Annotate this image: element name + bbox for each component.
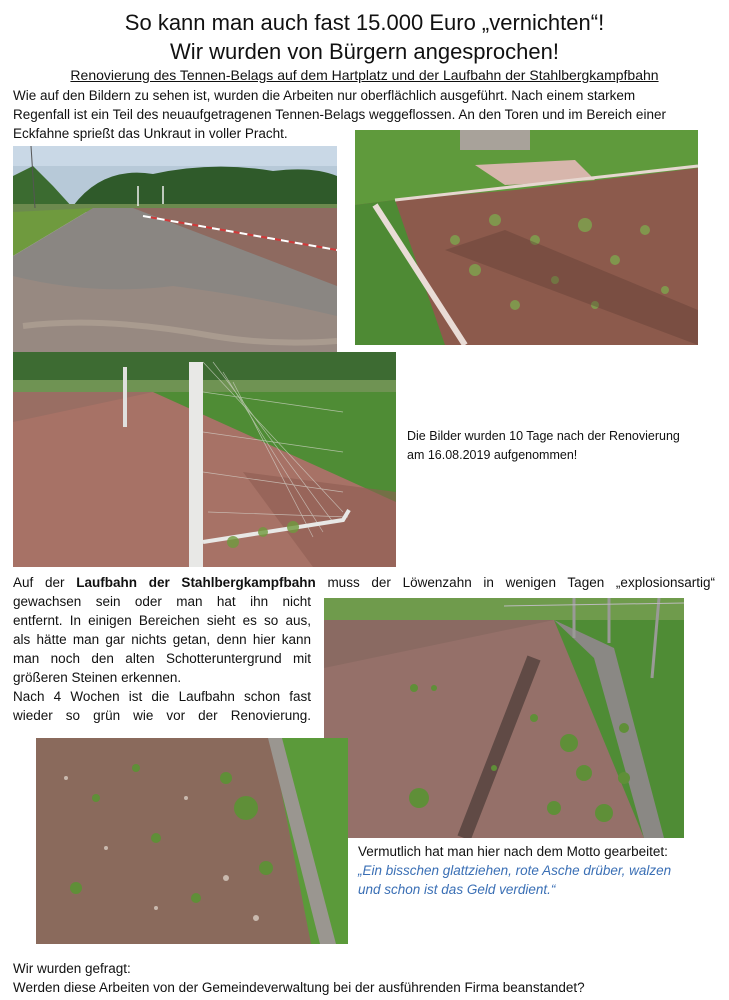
photo-running-track <box>324 598 684 838</box>
motto-quote <box>358 861 718 899</box>
track-lead-before: Auf der <box>13 575 65 590</box>
track-lead-after: muss der Löwenzahn in wenigen Tagen „explosionsartig“ <box>327 575 715 590</box>
track-line-7: wieder so grün wie vor der Renovierung. <box>13 708 311 723</box>
question-line-1: Wir wurden gefragt: <box>13 961 131 976</box>
page-title-line-2: Wir wurden von Bürgern angesprochen! <box>170 39 559 64</box>
track-lead-line <box>13 573 715 592</box>
photo-weedy-corner <box>355 130 698 345</box>
motto-quote-line-2: und schon ist das Geld verdient.“ <box>358 882 556 897</box>
intro-line-3: Eckfahne sprießt das Unkraut in voller Pracht. <box>13 126 288 141</box>
intro-line-2: Regenfall ist ein Teil des neuaufgetragenen Tennen-Belags weggeflossen. An den Toren und im Bereich einer <box>13 107 666 122</box>
photo-caption-line-1: Die Bilder wurden 10 Tage nach der Renovierung <box>407 429 680 443</box>
motto-intro: Vermutlich hat man hier nach dem Motto gearbeitet: <box>358 844 668 859</box>
track-line-5: größeren Steinen erkennen. <box>13 670 182 685</box>
intro-line-1: Wie auf den Bildern zu sehen ist, wurden die Arbeiten nur oberflächlich ausgeführt. Nach einem starkem <box>13 88 636 103</box>
photo-washed-path <box>13 146 337 361</box>
track-line-1: gewachsen sein oder man hat ihn nicht <box>13 594 311 609</box>
track-line-2: entfernt. In einigen Bereichen sieht es so aus, <box>13 613 311 628</box>
motto-quote-line-1: „Ein bisschen glattziehen, rote Asche drüber, walzen <box>358 863 672 878</box>
track-line-3: als hätte man gar nichts getan, denn hier kann <box>13 632 311 647</box>
track-line-6: Nach 4 Wochen ist die Laufbahn schon fast <box>13 689 311 704</box>
page-title-line-1: So kann man auch fast 15.000 Euro „vernichten“! <box>124 10 605 35</box>
track-line-4: man noch den alten Schotteruntergrund mit <box>13 651 311 666</box>
photo-caption <box>407 427 717 465</box>
track-lead-bold: Laufbahn der Stahlbergkampfbahn <box>76 575 316 590</box>
photo-goal-post <box>13 352 396 567</box>
photo-caption-line-2: am 16.08.2019 aufgenommen! <box>407 448 578 462</box>
page-subtitle: Renovierung des Tennen-Belags auf dem Hartplatz und der Laufbahn der Stahlbergkampfbahn <box>70 67 659 83</box>
track-paragraph <box>13 592 311 725</box>
closing-question <box>13 959 723 997</box>
question-line-2: Werden diese Arbeiten von der Gemeindeverwaltung bei der ausführenden Firma beanstandet? <box>13 980 585 995</box>
photo-gravel-surface <box>36 738 348 944</box>
